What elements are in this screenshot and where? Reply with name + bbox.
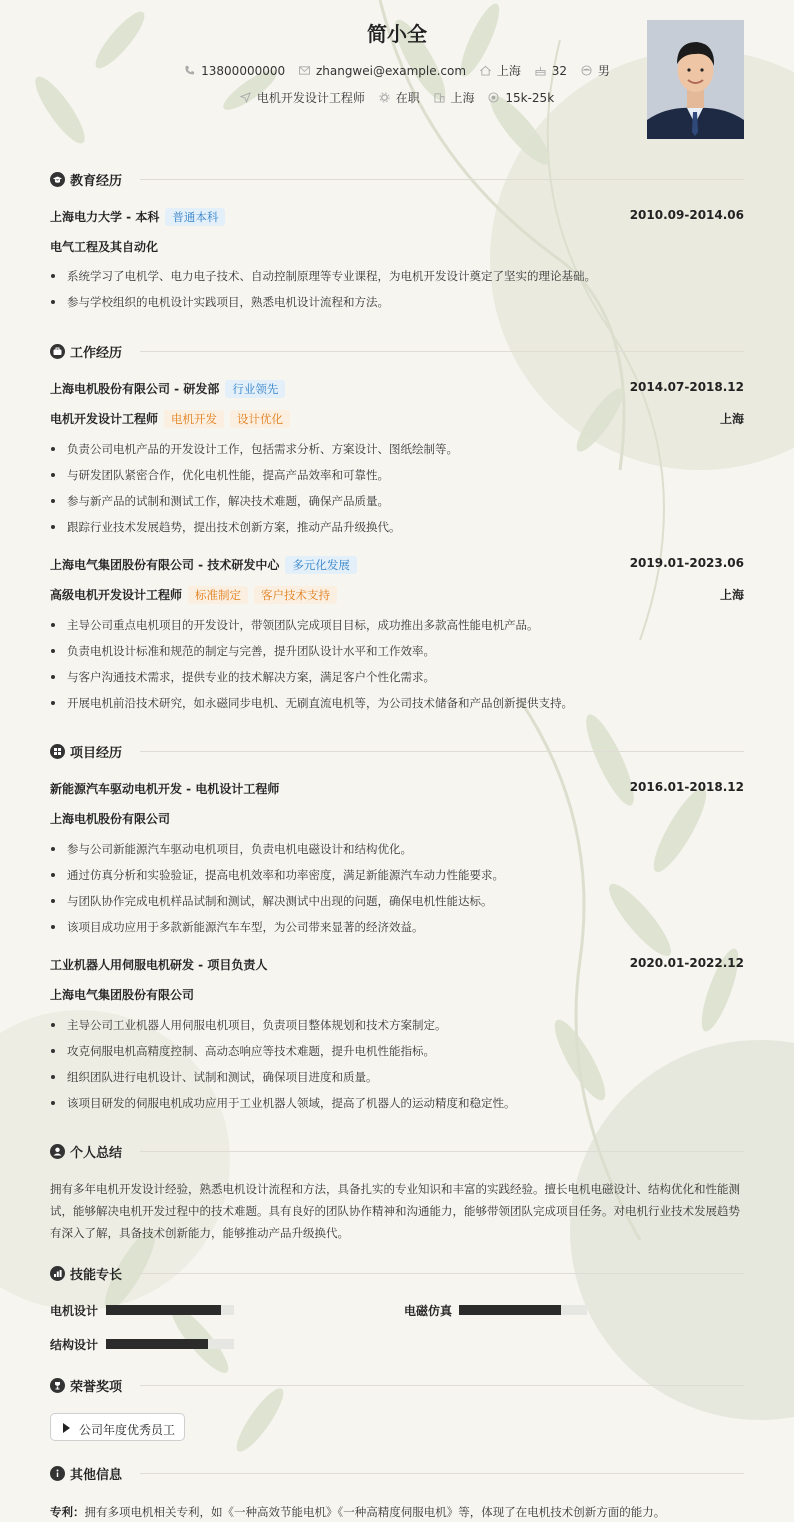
section-divider [140,351,744,352]
work-entry-header [50,380,744,398]
resume-page: 简小全 13800000000 zhangwei@example.com 上海 32 男 电机开发设计工程师 在职 上海 15k-25k 教育经历 上海电力大学 - 本科 普通本科 2010.09-2014.06 电气工程及其自动化 系统学习了电机学、电力电子技术、自动控制原理等专业课程，为电机开发设计奠定了坚实的理论基础。 参与学校组织的电机设计实践项目，熟悉电机设计流程和方法。 工作经历 上海电机股份有限公司 - 研发部 行业领先 2014.07-2018.12 电机开发设计工程师 电机开发 设计优化 上海 负责公司电机产品的开发设计工作，包括需求分析、方案设计、图纸绘制等。 与研发团队紧密合作，优化电机性能，提高产品效率和可靠性。 参与新产品的试制和测试工作，解决技术难题，确保产品质量。 跟踪行业技术发展趋势，提出技术创新方案，推动产品升级换代。 上海电气集团股份有限公司 - 技术研发中心 多元化发展 2019.01-2023.06 高级电机开发设计工程师 标准制定 客户技术支持 上海 主导公司重点电机项目的开发设计，带领团队完成项目目标，成功推出多款高性能电机产品。 负责电机设计标准和规范的制定与完善，提升团队设计水平和工作效率。 与客户沟通技术需求，提供专业的技术解决方案，满足客户个性化需求。 开展电机前沿技术研究，如永磁同步电机、无刷直流电机等，为公司技术储备和产品创新提供支持。 项目经历 新能源汽车驱动电机开发 - 电机设计工程师 2016.01-2018.12 上海电机股份有限公司 参与公司新能源汽车驱动电机项目，负责电机电磁设计和结构优化。 通过仿真分析和实验验证，提高电机效率和功率密度，满足新能源汽车动力性能要求。 与团队协作完成电机样品试制和测试，解决测试中出现的问题，确保电机性能达标。 该项目成功应用于多款新能源汽车车型，为公司带来显著的经济效益。 工业机器人用伺服电机研发 - 项目负责人 2020.01-2022.12 上海电气集团股份有限公司 主导公司工业机器人用伺服电机项目，负责项目整体规划和技术方案制定。 攻克伺服电机高精度控制、高动态响应等技术难题，提升电机性能指标。 组织团队进行电机设计、试制和测试，确保项目进度和质量。 该项目研发的伺服电机成功应用于工业机器人领域，提高了机器人的运动精度和稳定性。 个人总结 拥有多年电机开发设计经验，熟悉电机设计流程和方法，具备扎实的专业知识和丰富的实践经验。擅长电机电磁设计、结构优化和性能测试，能够解决电机开发过程中的技术难题。具有良好的团队协作精神和沟通能力，能够带领团队完成项目任务。对电机行业技术发展趋势有深入了解，具备技术创新能力，能够推动产品升级换代。 技能专长 电机设计 电磁仿真 结构设计 荣誉奖项 公司年度优秀员工 其他信息 专利：拥有多项电机相关专利，如《一种高效节能电机》《一种高精度伺服电机》等，体现了在电机技术创新方面的能力。 [0,0,794,1522]
role-tag: 客户技术支持 [254,586,337,604]
mail-icon [299,65,310,76]
other-label: 专利： [50,1505,85,1519]
profile-photo [647,20,744,139]
project-entry-header [50,956,744,974]
job-title: 高级电机开发设计工程师 [50,588,183,602]
section-title: 项目经历 [70,746,123,761]
skill-fill [459,1305,561,1315]
role-tag: 电机开发 [164,410,224,428]
target-position: 电机开发设计工程师 [240,89,365,106]
work-date: 2014.07-2018.12 [629,380,744,394]
education-entry [50,208,744,226]
project-name: 新能源汽车驱动电机开发 - 电机设计工程师 [50,782,280,796]
work-role-row [50,586,744,604]
gender: 男 [581,62,610,79]
other-info [50,1504,665,1520]
cake-icon [535,65,546,76]
info-icon [50,1466,65,1481]
home-icon [480,65,491,76]
section-title: 工作经历 [70,346,123,361]
role-tag: 设计优化 [230,410,290,428]
section-title: 技能专长 [70,1268,123,1283]
company-tag: 多元化发展 [285,556,357,574]
other-text: 拥有多项电机相关专利，如《一种高效节能电机》《一种高精度伺服电机》等，体现了在电机技术创新方面的能力。 [84,1505,666,1519]
section-divider [140,1273,744,1274]
skill-bar [106,1305,234,1315]
work-date: 2019.01-2023.06 [629,556,744,570]
project-date: 2016.01-2018.12 [629,780,744,794]
skill-name: 电机设计 [50,1304,99,1318]
award-item[interactable] [50,1413,185,1441]
project-name: 工业机器人用伺服电机研发 - 项目负责人 [50,958,268,972]
section-title: 荣誉奖项 [70,1380,123,1395]
employment-status: 在职 [379,89,420,106]
award-label: 公司年度优秀员工 [79,1423,176,1437]
work-entry-header [50,556,744,574]
location: 上海 [480,62,521,79]
section-divider [140,1385,744,1386]
section-divider [140,1473,744,1474]
project-company: 上海电机股份有限公司 [50,812,171,826]
section-divider [140,751,744,752]
section-skills [50,1264,744,1284]
user-icon [50,1144,65,1159]
work-city: 上海 [719,588,744,602]
skill-fill [106,1305,221,1315]
age: 32 [535,64,567,78]
section-divider [140,1151,744,1152]
coin-icon [488,92,499,103]
skill-fill [106,1339,208,1349]
section-title: 教育经历 [70,174,123,189]
section-summary [50,1142,744,1162]
job-title: 电机开发设计工程师 [50,412,159,426]
graduation-cap-icon [50,172,65,187]
grid-icon [50,744,65,759]
section-projects [50,742,744,762]
company-name: 上海电气集团股份有限公司 - 技术研发中心 [50,558,280,572]
briefcase-icon [50,344,65,359]
gear-icon [379,92,390,103]
phone-icon [184,65,195,76]
skill-name: 结构设计 [50,1338,99,1352]
send-icon [240,92,251,103]
company-name: 上海电机股份有限公司 - 研发部 [50,382,220,396]
email: zhangwei@example.com [299,64,466,78]
company-tag: 行业领先 [225,380,285,398]
section-awards [50,1376,744,1396]
section-title: 个人总结 [70,1146,123,1161]
resume-name: 简小全 [367,22,427,46]
section-work [50,342,744,362]
school-tag: 普通本科 [165,208,225,226]
major-name: 电气工程及其自动化 [50,240,159,254]
chart-icon [50,1266,65,1281]
section-education [50,170,744,190]
trophy-icon [50,1378,65,1393]
work-city: 上海 [719,412,744,426]
section-other [50,1464,744,1484]
caret-right-icon [63,1423,70,1433]
education-date: 2010.09-2014.06 [629,208,744,222]
building-icon [434,92,445,103]
summary-text: 拥有多年电机开发设计经验，熟悉电机设计流程和方法，具备扎实的专业知识和丰富的实践经验。擅长电机电磁设计、结构优化和性能测试，能够解决电机开发过程中的技术难题。具有良好的团队协作精神和沟通能力，能够带领团队完成项目任务。对电机行业技术发展趋势有深入了解，具备技术创新能力，能够推动产品升级换代。 [50,1182,740,1240]
section-title: 其他信息 [70,1468,123,1483]
skill-bar [106,1339,234,1349]
skill-bar [459,1305,587,1315]
project-date: 2020.01-2022.12 [629,956,744,970]
role-tag: 标准制定 [188,586,248,604]
target-city: 上海 [434,89,475,106]
work-role-row [50,410,744,428]
skill-name: 电磁仿真 [404,1304,453,1318]
project-company: 上海电气集团股份有限公司 [50,988,195,1002]
project-entry-header [50,780,744,798]
gender-icon [581,65,592,76]
salary: 15k-25k [488,91,554,105]
section-divider [140,179,744,180]
school-name: 上海电力大学 - 本科 [50,210,160,224]
phone: 13800000000 [184,64,285,78]
